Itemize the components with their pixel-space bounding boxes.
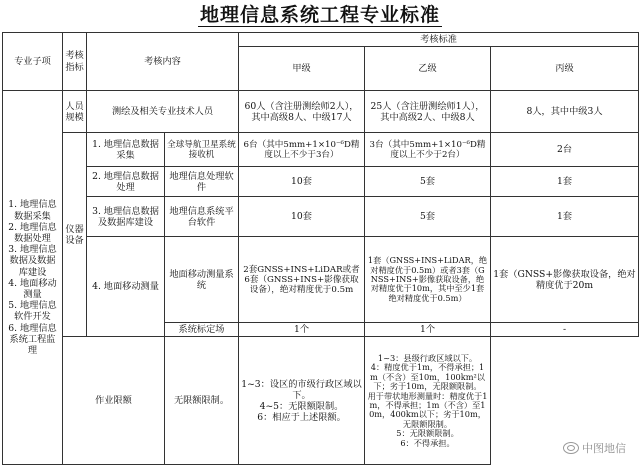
equipment-device-3: 地理信息系统平台软件 [165, 197, 239, 237]
header-grade-a: 甲级 [239, 47, 365, 91]
equipment-5-grade-c: - [491, 323, 639, 337]
scope-grade-a: 无限额限制。 [165, 337, 239, 465]
equipment-3-grade-a: 10套 [239, 197, 365, 237]
equipment-2-grade-a: 10套 [239, 167, 365, 197]
equipment-device-1: 全球导航卫星系统接收机 [165, 133, 239, 167]
equipment-5-grade-b: 1个 [365, 323, 491, 337]
watermark-text: 中图地信 [582, 442, 626, 455]
standards-table [2, 32, 639, 465]
equipment-indicator: 仪器设备 [63, 133, 87, 337]
equipment-device-5: 系统标定场 [165, 323, 239, 337]
header-subject: 专业子项 [3, 33, 63, 91]
header-row [3, 33, 639, 47]
scope-grade-b: 1~3：设区的市级行政区域以下。 4~5：无限额限制。 6：相应于上述限额。 [239, 337, 365, 465]
equipment-device-2: 地理信息处理软件 [165, 167, 239, 197]
equipment-device-4: 地面移动测量系统 [165, 237, 239, 323]
equipment-item-4: 4. 地面移动测量 [87, 237, 165, 337]
subjects-list: 1. 地理信息数据采集 2. 地理信息数据处理 3. 地理信息数据及数据库建设 4. 地面移动测量 5. 地理信息软件开发 6. 地理信息系统工程监理 [3, 91, 63, 465]
personnel-grade-c: 8人，其中中级3人 [491, 91, 639, 133]
equipment-1-grade-c: 2台 [491, 133, 639, 167]
equipment-4-grade-a: 2套GNSS+INS+LiDAR或者6套（GNSS+INS+影像获取设备），绝对精度优于0.5m [239, 237, 365, 323]
personnel-indicator: 人员规模 [63, 91, 87, 133]
equipment-item-2: 2. 地理信息数据处理 [87, 167, 165, 197]
personnel-content: 测绘及相关专业技术人员 [87, 91, 239, 133]
equipment-row-1 [3, 133, 639, 167]
equipment-item-1: 1. 地理信息数据采集 [87, 133, 165, 167]
equipment-row-2 [3, 167, 639, 197]
equipment-row-4 [3, 237, 639, 323]
header-standard: 考核标准 [239, 33, 639, 47]
header-content: 考核内容 [87, 33, 239, 91]
equipment-2-grade-c: 1套 [491, 167, 639, 197]
equipment-row-3 [3, 197, 639, 237]
scope-row [3, 337, 639, 465]
equipment-4-grade-c: 1套（GNSS+影像获取设备，绝对精度优于20m [491, 237, 639, 323]
equipment-2-grade-b: 5套 [365, 167, 491, 197]
header-grade-b: 乙级 [365, 47, 491, 91]
wechat-icon [563, 442, 579, 454]
page-title [0, 0, 640, 30]
header-indicator: 考核指标 [63, 33, 87, 91]
equipment-4-grade-b: 1套（GNSS+INS+LiDAR，绝对精度优于0.5m）或者3套（GNSS+INS+影像获取设备，绝对精度优于10m，其中至少1套绝对精度优于0.5m） [365, 237, 491, 323]
equipment-5-grade-a: 1个 [239, 323, 365, 337]
scope-content: 作业限额 [63, 337, 165, 465]
equipment-3-grade-c: 1套 [491, 197, 639, 237]
scope-grade-c: 1~3：县级行政区域以下。 4：精度优于1m，不得承担；1m（不含）至10m，100km²以下；劣于10m，无限额限制。 用于带状地形测量时：精度优于1m，不得承担；1m（不含）至10m，400km以下；劣于10m，无限额限制。 5：无限额限制。 6：不得承担。 [365, 337, 491, 465]
header-grade-c: 丙级 [491, 47, 639, 91]
title-text: 地理信息系统工程专业标准 [199, 4, 440, 26]
equipment-1-grade-b: 3台（其中5mm+1×10⁻⁶D精度以上不少于2台） [365, 133, 491, 167]
equipment-1-grade-a: 6台（其中5mm+1×10⁻⁶D精度以上不少于3台） [239, 133, 365, 167]
equipment-3-grade-b: 5套 [365, 197, 491, 237]
watermark [563, 440, 626, 456]
equipment-item-3: 3. 地理信息数据及数据库建设 [87, 197, 165, 237]
personnel-grade-b: 25人（含注册测绘师1人），其中高级2人、中级8人 [365, 91, 491, 133]
personnel-grade-a: 60人（含注册测绘师2人），其中高级8人、中级17人 [239, 91, 365, 133]
personnel-row [3, 91, 639, 133]
